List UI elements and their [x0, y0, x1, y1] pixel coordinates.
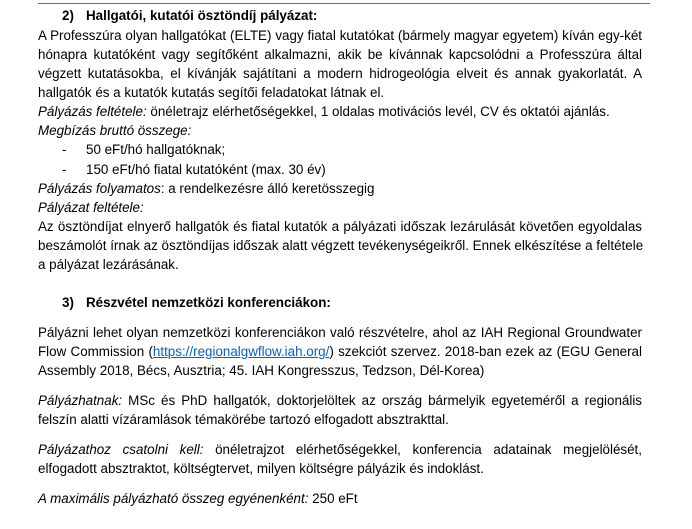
palyazas-folyamatos-text: : a rendelkezésre álló keretösszegig [160, 181, 375, 196]
palyazas-feltetele-label: Pályázás feltétele: [38, 104, 147, 119]
section-3-number: 3) [62, 295, 74, 310]
palyazas-folyamatos-line [38, 180, 374, 197]
megbizas-osszege-label: Megbízás bruttó összege: [38, 123, 192, 138]
csatolni-text: önéletrajzot elérhetőségekkel, konferencia adatainak megjelölését, [203, 442, 642, 457]
bullet-dash: - [62, 162, 67, 177]
bullet-dash: - [62, 142, 67, 157]
palyazat-feltetele-label: Pályázat feltétele: [38, 200, 144, 215]
max-osszeg-line [38, 490, 358, 507]
csatolni-line-2: elfogadott absztraktot, költségtervet, milyen költségre pályázik és indoklást. [38, 461, 484, 476]
section-2-intro-line-3: végzett kutatásokba, el kívánják sajátítani a modern hidrogeológia elveit és annak gyakorlatát. A [38, 66, 642, 81]
bullet-item-researchers [62, 161, 326, 178]
bullet-text: 50 eFt/hó hallgatóknak; [86, 142, 226, 157]
section-2-closing-line-2: beszámolót írnak az ösztöndíjas időszak alatt végzett tevékenységeikről. Ennek elkészítése a feltétele [38, 238, 644, 253]
section-2-title: Hallgatói, kutatói ösztöndíj pályázat: [86, 8, 318, 23]
csatolni-label: Pályázathoz csatolni kell: [38, 442, 204, 457]
section-2-closing-line-1: Az ösztöndíjat elnyerő hallgatók és fiatal kutatók a pályázati időszak lezárulását követően egyoldalas [38, 219, 642, 234]
csatolni-line-1 [38, 441, 642, 458]
regionalgwflow-link[interactable]: https://regionalgwflow.iah.org/ [152, 344, 330, 359]
palyazas-folyamatos-label: Pályázás folyamatos [38, 181, 161, 196]
section-2-intro-line-1: A Professzúra olyan hallgatókat (ELTE) vagy fiatal kutatókat (bármely magyar egyetem) kíván egy-két [38, 28, 642, 43]
bullet-item-students [62, 141, 225, 158]
palyazhatnak-text: MSc és PhD hallgatók, doktorjelöltek az ország bármelyik egyeteméről a regionális [122, 393, 642, 408]
palyazhatnak-line-1 [38, 392, 642, 409]
section-3-title: Részvétel nemzetközi konferenciákon: [86, 295, 331, 310]
palyazas-feltetele-line [38, 103, 610, 120]
palyazhatnak-label: Pályázhatnak: [38, 393, 123, 408]
max-osszeg-label: A maximális pályázható összeg egyénenként: [38, 491, 309, 506]
section-2-heading [62, 7, 317, 24]
palyazhatnak-line-2: felszín alatti vízáramlások témakörébe tartozó elfogadott absztrakttal. [38, 412, 449, 427]
section-2-number: 2) [62, 8, 74, 23]
section-2-intro-line-4: hallgatók és a kutatók kutatás segítői feladatokat látnak el. [38, 85, 385, 100]
section-2-intro-line-2: hónapra kutatóként vagy segítőként alkalmazni, akik be kívánnak kapcsolódni a Professzúra által [38, 47, 642, 62]
top-rule-divider [38, 3, 650, 4]
max-osszeg-value: 250 eFt [308, 491, 358, 506]
section-3-p1-line-1: Pályázni lehet olyan nemzetközi konferenciákon való részvételre, ahol az IAH Regional Groundwater [38, 325, 642, 340]
section-3-heading [62, 294, 331, 311]
section-3-p1-line-3: Assembly 2018, Bécs, Ausztria; 45. IAH Kongresszus, Tedzson, Dél-Korea) [38, 363, 485, 378]
section-3-p1-after-link: ) szekciót szervez. 2018-ban ezek az (EGU General [329, 344, 642, 359]
palyazas-feltetele-text: önéletrajz elérhetőségekkel, 1 oldalas motivációs levél, CV és oktatói ajánlás. [146, 104, 610, 119]
section-3-p1-before-link: Flow Commission ( [38, 344, 153, 359]
section-3-p1-line-2 [38, 343, 642, 360]
section-2-closing-line-3: a pályázat lezárásának. [38, 257, 179, 272]
bullet-text: 150 eFt/hó fiatal kutatóként (max. 30 év) [86, 162, 326, 177]
